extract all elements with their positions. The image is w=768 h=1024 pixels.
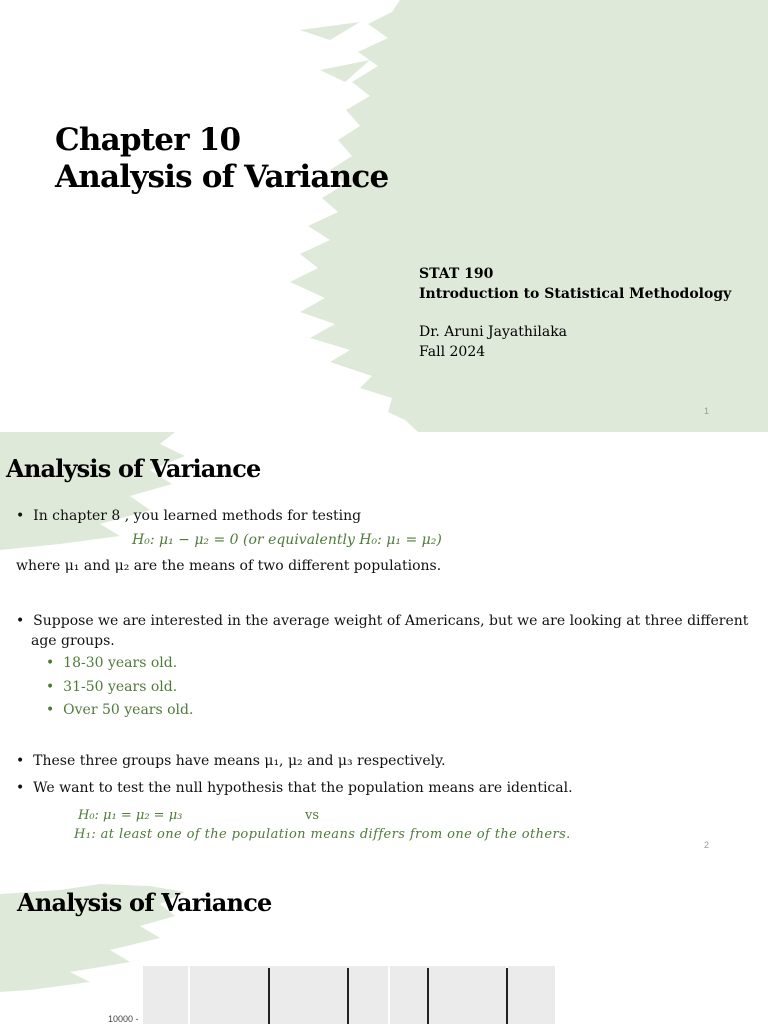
series-line <box>506 968 508 1024</box>
page-number: 2 <box>704 840 710 850</box>
y-tick-label: 10000 - <box>108 1014 139 1024</box>
series-line <box>268 968 270 1024</box>
h0-equation: H₀: μ₁ − μ₂ = 0 (or equivalently H₀: μ₁ = μ₂) <box>132 532 442 548</box>
slide-title: Analysis of Variance <box>17 888 272 917</box>
bullet-4-text: We want to test the null hypothesis that the population means are identical. <box>33 780 573 796</box>
slide-3 <box>0 864 768 1024</box>
course-code: STAT 190 <box>419 266 494 282</box>
sub-item-3: • Over 50 years old. <box>46 702 194 718</box>
vs-label: vs <box>305 808 320 823</box>
bullet-2-text: Suppose we are interested in the average weight of Americans, but we are looking at three different <box>33 613 749 629</box>
bullet-1: • In chapter 8 , you learned methods for testing <box>16 508 362 524</box>
slide1-green-blob <box>0 0 768 432</box>
grid-line <box>388 966 390 1024</box>
chart-panel <box>143 966 555 1024</box>
chapter-title-line2: Analysis of Variance <box>55 159 389 195</box>
bullet-3: • These three groups have means μ₁, μ₂ and μ₃ respectively. <box>16 753 446 769</box>
bullet-4: • We want to test the null hypothesis that the population means are identical. <box>16 780 573 796</box>
null-hypothesis: H₀: μ₁ = μ₂ = μ₃ <box>78 808 183 823</box>
page-number: 1 <box>704 406 710 416</box>
chapter-title <box>55 122 388 196</box>
slide2-green-blob <box>0 432 768 864</box>
course-name: Introduction to Statistical Methodology <box>419 286 732 302</box>
sub-item-3-text: Over 50 years old. <box>63 702 194 718</box>
grid-line <box>188 966 190 1024</box>
bullet-2: • Suppose we are interested in the average weight of Americans, but we are looking at three different <box>16 613 749 629</box>
instructor-name: Dr. Aruni Jayathilaka <box>419 324 568 340</box>
where-line: where μ₁ and μ₂ are the means of two different populations. <box>16 558 442 574</box>
sub-item-1: • 18-30 years old. <box>46 655 178 671</box>
bullet-1-text: In chapter 8 , you learned methods for testing <box>33 508 362 524</box>
bullet-3-text: These three groups have means μ₁, μ₂ and μ₃ respectively. <box>33 753 446 769</box>
bullet-2-line2: age groups. <box>31 633 115 649</box>
sub-item-1-text: 18-30 years old. <box>63 655 178 671</box>
term: Fall 2024 <box>419 344 486 360</box>
slide-title: Analysis of Variance <box>6 454 261 483</box>
chapter-title-line1: Chapter 10 <box>55 122 241 158</box>
sub-item-2: • 31-50 years old. <box>46 679 178 695</box>
slide-1 <box>0 0 768 432</box>
alternative-hypothesis: H₁: at least one of the population means differs from one of the others. <box>74 827 571 842</box>
slide-2 <box>0 432 768 864</box>
sub-item-2-text: 31-50 years old. <box>63 679 178 695</box>
course-info <box>419 264 731 362</box>
series-line <box>427 968 429 1024</box>
series-line <box>347 968 349 1024</box>
